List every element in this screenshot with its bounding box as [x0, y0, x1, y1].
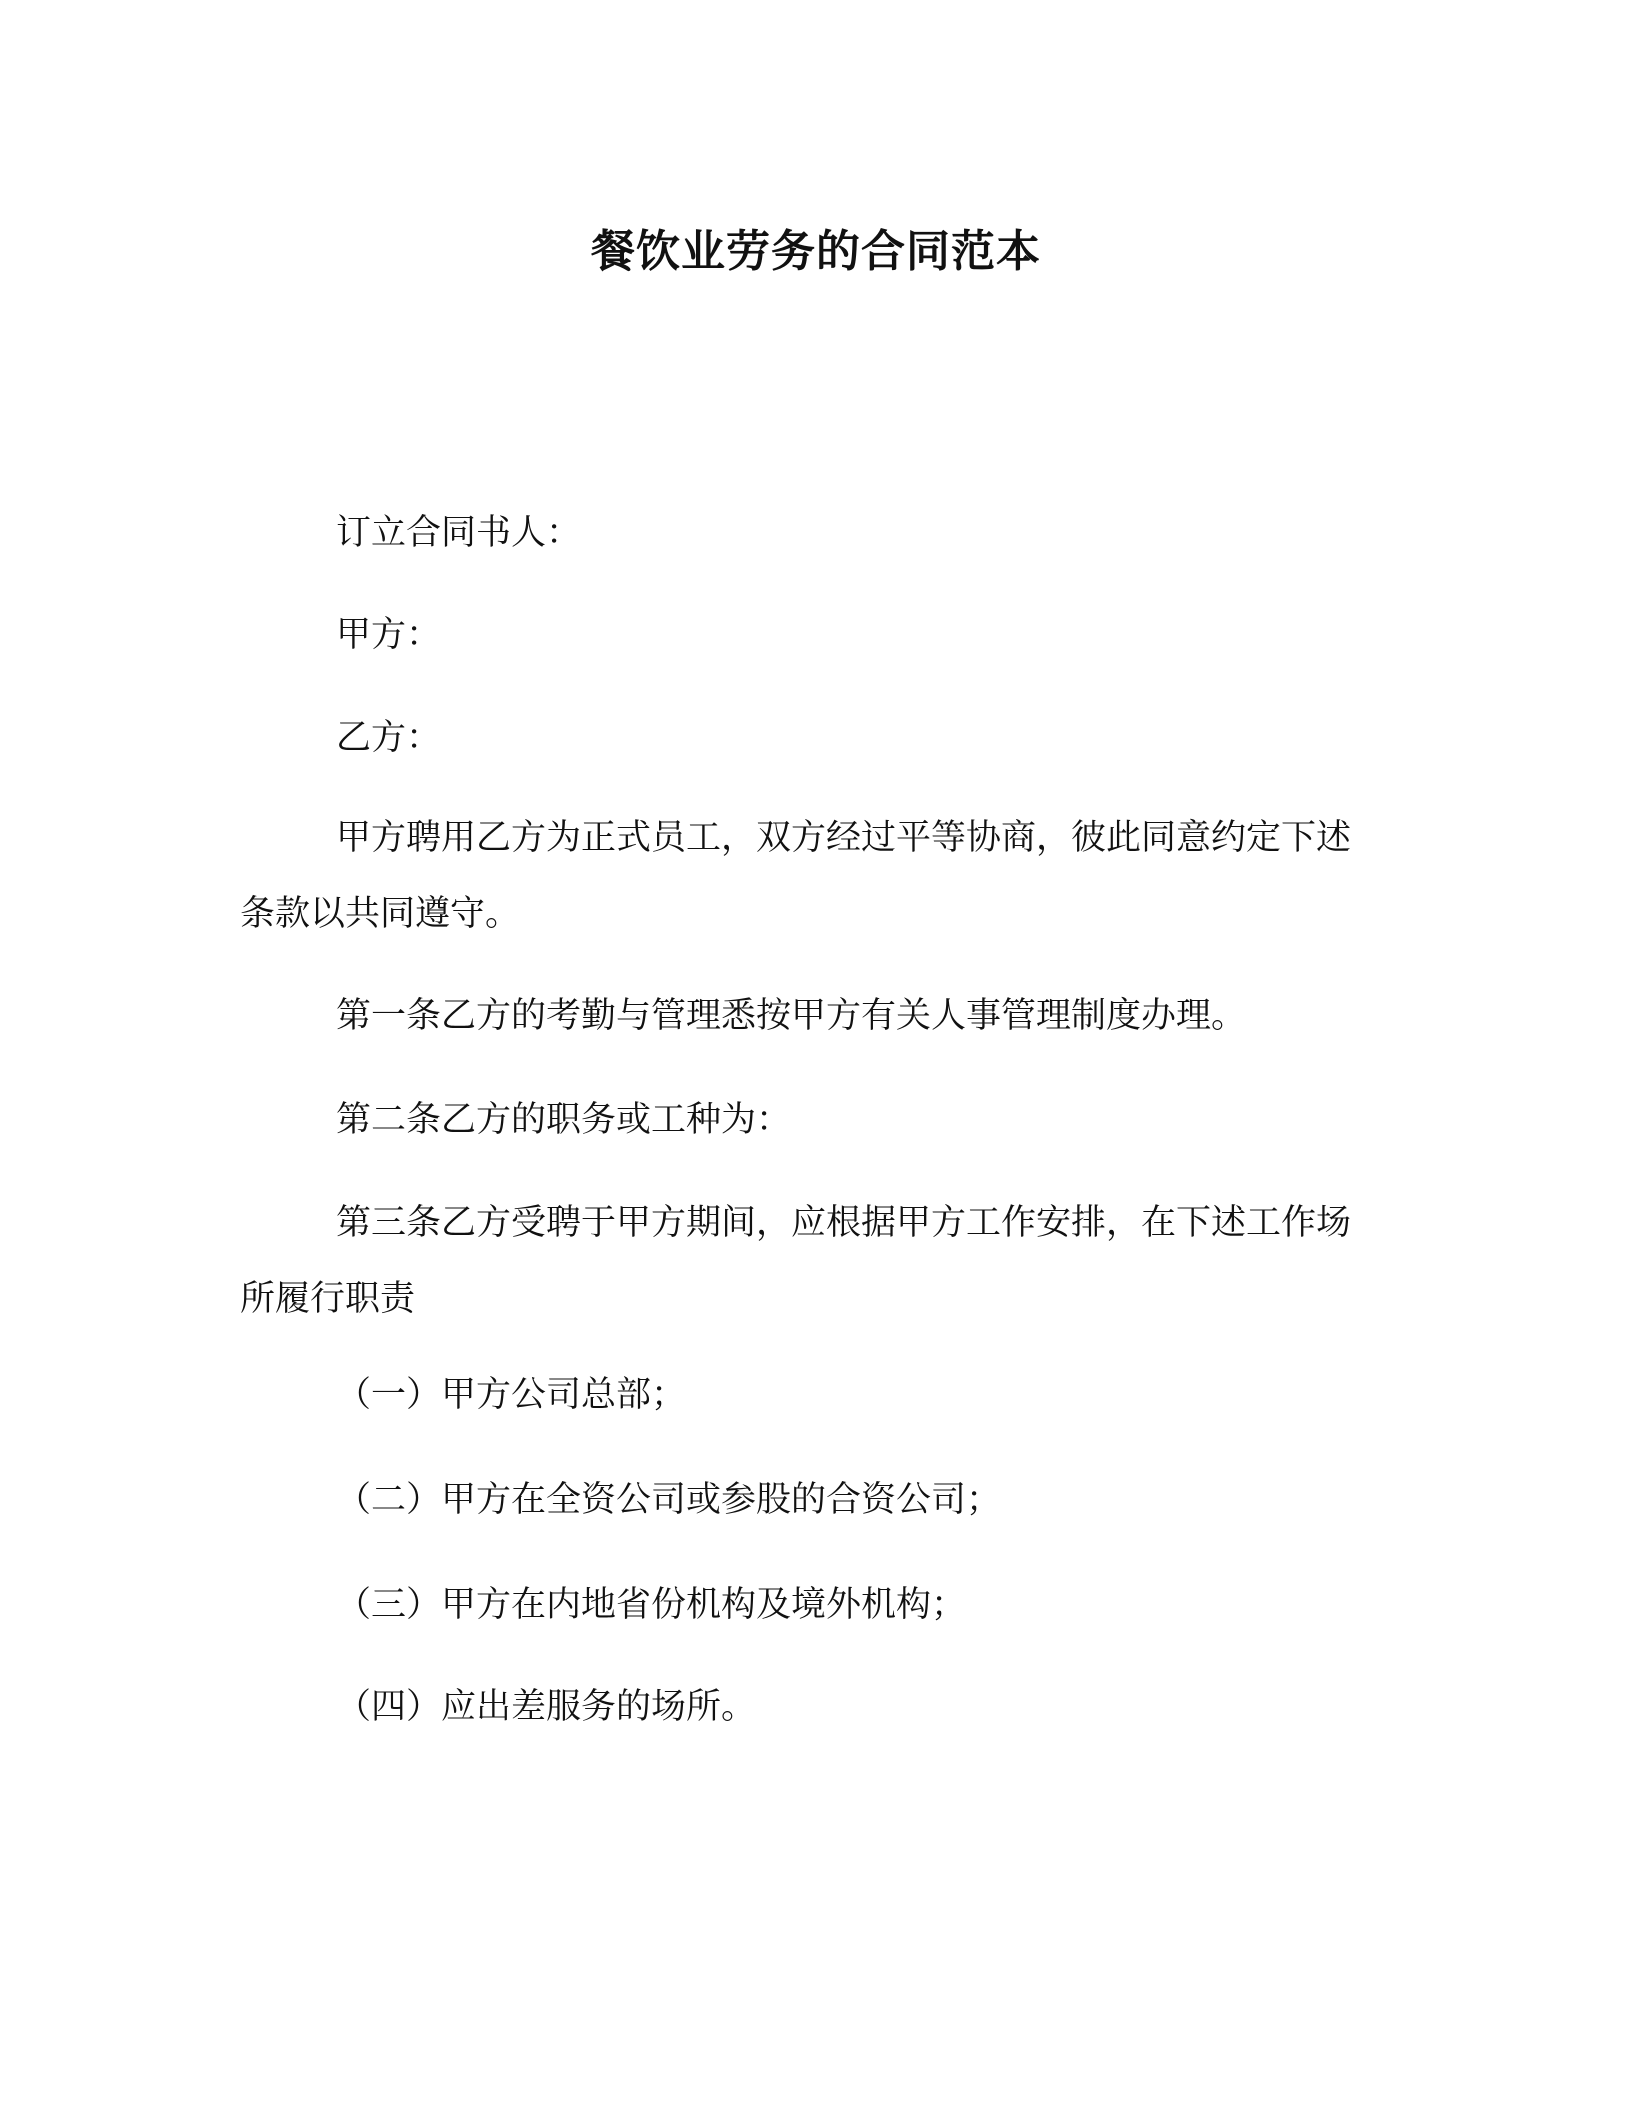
list-item: （四）应出差服务的场所。	[336, 1687, 757, 1727]
paragraph-article-3: 第三条乙方受聘于甲方期间，应根据甲方工作安排，在下述工作场所履行职责	[240, 1203, 1352, 1319]
paragraph-party-b: 乙方：	[336, 718, 442, 758]
document-title: 餐饮业劳务的合同范本	[591, 226, 1041, 277]
list-item: （一）甲方公司总部；	[336, 1375, 687, 1415]
paragraph-agreement: 甲方聘用乙方为正式员工，双方经过平等协商，彼此同意约定下述条款以共同遵守。	[240, 818, 1352, 934]
paragraph-contract-parties: 订立合同书人：	[336, 513, 582, 553]
paragraph-party-a: 甲方：	[336, 615, 442, 655]
list-item: （三）甲方在内地省份机构及境外机构；	[336, 1585, 967, 1625]
paragraph-article-2: 第二条乙方的职务或工种为：	[336, 1100, 792, 1140]
paragraph-article-1: 第一条乙方的考勤与管理悉按甲方有关人事管理制度办理。	[336, 996, 1247, 1036]
list-item: （二）甲方在全资公司或参股的合资公司；	[336, 1480, 1002, 1520]
